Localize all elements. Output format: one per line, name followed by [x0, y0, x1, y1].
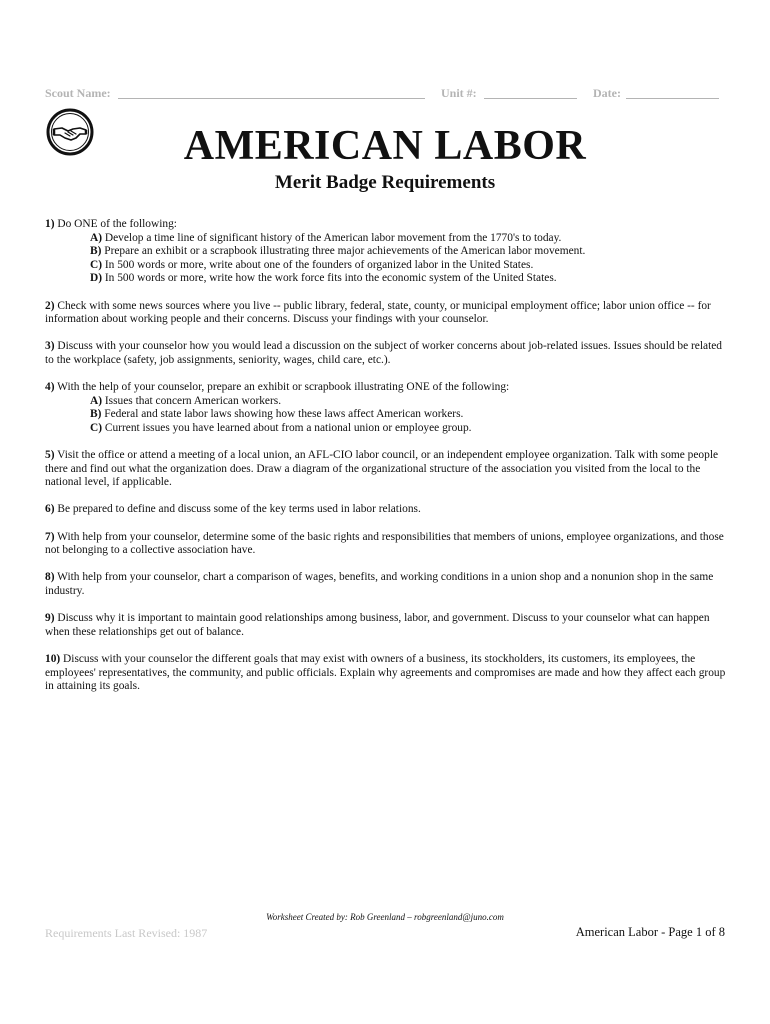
requirement-4: [45, 381, 727, 435]
option-letter: B): [90, 245, 102, 258]
option-letter: C): [90, 258, 103, 271]
option-item: [90, 259, 727, 273]
option-text: Current issues you have learned about from a national union or employee group.: [104, 421, 472, 434]
requirement-5: [45, 449, 727, 490]
option-item: [90, 408, 727, 422]
requirement-text: Discuss with your counselor the different goals that may exist with owners of a business, its stockholders, its customers, its employees, the employees' representatives, the community, and public officials. Explain why agreements and compromises are made and how they affect each group in attaining its goals.: [45, 653, 726, 693]
option-letter: C): [90, 421, 103, 434]
revision-note: Requirements Last Revised: 1987: [45, 926, 208, 940]
option-text: Develop a time line of significant history of the American labor movement from the 1770's to today.: [104, 231, 562, 244]
requirement-number: 2): [45, 299, 55, 312]
requirement-text: Discuss why it is important to maintain good relationships among business, labor, and government. Discuss to your counselor what can happen when these relationships get out of balance.: [45, 612, 710, 638]
requirement-6: [45, 503, 727, 517]
requirement-2: [45, 300, 727, 327]
worksheet-credit: Worksheet Created by: Rob Greenland – robgreenland@juno.com: [266, 912, 504, 922]
option-item: [90, 422, 727, 436]
requirement-number: 6): [45, 503, 55, 516]
requirement-options: [45, 232, 727, 286]
requirement-text: With help from your counselor, chart a comparison of wages, benefits, and working conditions in a union shop and a nonunion shop in the same industry.: [45, 571, 714, 598]
option-text: In 500 words or more, write how the work force fits into the economic system of the United States.: [104, 272, 557, 285]
requirement-number: 8): [45, 571, 55, 584]
page-subtitle: Merit Badge Requirements: [274, 172, 496, 193]
requirement-text: With the help of your counselor, prepare an exhibit or scrapbook illustrating ONE of the following:: [57, 381, 510, 394]
unit-field[interactable]: [484, 98, 577, 99]
requirement-number: 5): [45, 449, 55, 462]
requirement-text: Check with some news sources where you live -- public library, federal, state, county, or municipal employment office; labor union office -- for information about working people and their concerns. Discuss your findings with your counselor.: [45, 299, 711, 326]
option-item: [90, 395, 727, 409]
option-item: [90, 272, 727, 286]
option-text: Federal and state labor laws showing how these laws affect American workers.: [104, 408, 464, 421]
option-item: [90, 232, 727, 246]
requirement-text: Visit the office or attend a meeting of a local union, an AFL-CIO labor council, or an independent employee organization. Talk with some people there and find out what the organization does. Draw a diagram of the organizational structure of the association you visited from the local to the national level, if applicable.: [45, 449, 719, 489]
requirement-8: [45, 571, 727, 598]
requirement-7: [45, 531, 727, 558]
requirement-text: With help from your counselor, determine some of the basic rights and responsibilities that members of unions, employee organizations, and those not belonging to a collective association have.: [45, 530, 724, 557]
scout-name-label: Scout Name:: [45, 86, 111, 100]
requirement-number: 3): [45, 340, 55, 353]
date-label: Date:: [593, 86, 621, 100]
date-field[interactable]: [626, 98, 719, 99]
unit-label: Unit #:: [441, 86, 477, 100]
option-text: Issues that concern American workers.: [104, 394, 282, 407]
option-item: [90, 245, 727, 259]
requirement-number: 4): [45, 381, 55, 394]
requirement-number: 7): [45, 530, 55, 543]
requirement-3: [45, 340, 727, 367]
requirement-9: [45, 612, 727, 639]
requirement-number: 9): [45, 612, 55, 625]
option-letter: A): [90, 231, 103, 244]
requirements-list: [45, 218, 727, 707]
requirement-10: [45, 653, 727, 694]
requirement-text: Do ONE of the following:: [57, 218, 177, 230]
option-text: In 500 words or more, write about one of the founders of organized labor in the United States.: [104, 258, 534, 271]
requirement-number: 1): [45, 218, 55, 230]
page-number: American Labor - Page 1 of 8: [575, 925, 725, 939]
option-letter: B): [90, 408, 102, 421]
requirement-number: 10): [45, 653, 61, 665]
option-letter: D): [90, 272, 103, 285]
scout-name-field[interactable]: [118, 98, 425, 99]
page-title: AMERICAN LABOR: [183, 123, 587, 169]
option-letter: A): [90, 394, 103, 407]
option-text: Prepare an exhibit or a scrapbook illustrating three major achievements of the American labor movement.: [104, 245, 586, 258]
scout-info-line: [45, 86, 725, 102]
requirement-text: Be prepared to define and discuss some of the key terms used in labor relations.: [57, 503, 421, 516]
requirement-text: Discuss with your counselor how you would lead a discussion on the subject of worker concerns about job-related issues. Issues should be related to the workplace (safety, job assignments, seniority, wages, child care, etc.).: [45, 340, 722, 366]
requirement-options: [45, 395, 727, 436]
requirement-1: [45, 218, 727, 286]
